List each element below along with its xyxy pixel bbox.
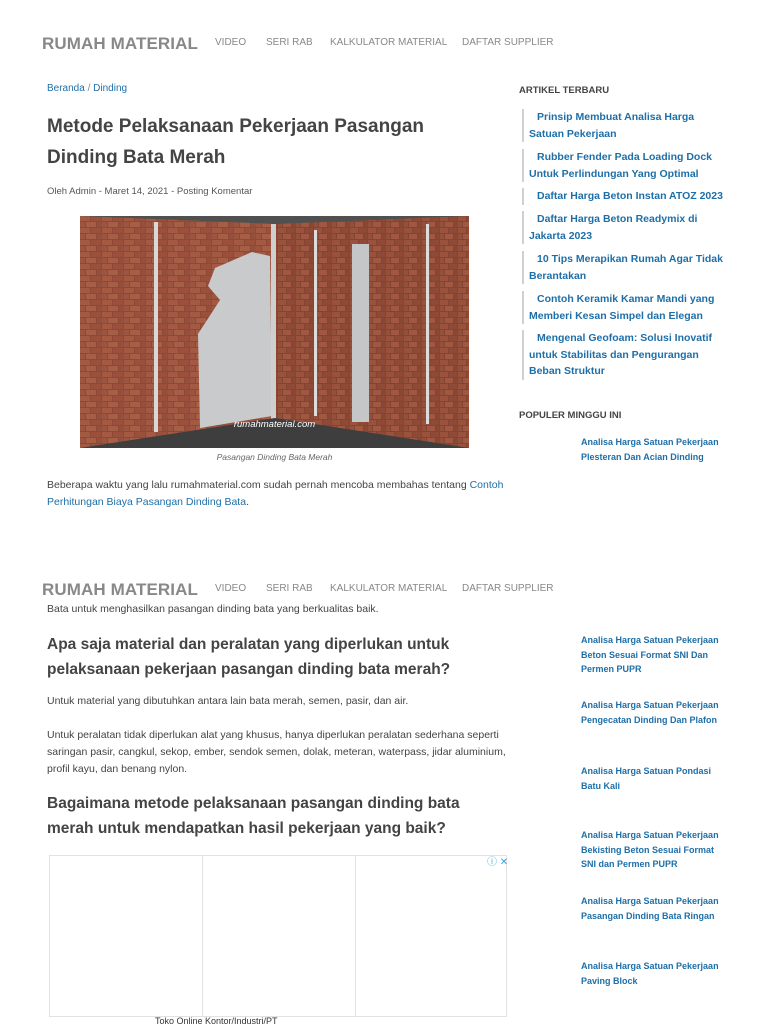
brick-wall-illustration bbox=[80, 216, 469, 448]
sidebar-popular-item[interactable]: Analisa Harga Satuan Pekerjaan Paving Block bbox=[581, 961, 719, 986]
ad-divider bbox=[202, 856, 203, 1016]
sidebar-recent-label[interactable]: Daftar Harga Beton Readymix di Jakarta 2023 bbox=[529, 213, 698, 242]
nav-item-kalkulator-material[interactable]: KALKULATOR MATERIAL bbox=[330, 37, 448, 48]
tools-paragraph: Untuk peralatan tidak diperlukan alat yang khusus, hanya diperlukan peralatan sederhana seperti saringan pasir, cangkul, sekop, ember, sendok semen, dolak, meteran, waterpass, jidar aluminium, profil kayu, dan benang nylon. bbox=[47, 729, 506, 775]
ad-label[interactable]: Toko Online Kontor/Industri/PT bbox=[155, 1016, 278, 1024]
nav-item-seri-rab[interactable]: SERI RAB bbox=[266, 37, 313, 48]
brand-logo[interactable]: RUMAH MATERIAL bbox=[42, 580, 198, 599]
sidebar-popular-item[interactable]: Analisa Harga Satuan Pekerjaan Beton Sesuai Format SNI Dan Permen PUPR bbox=[581, 635, 719, 674]
sidebar-recent-item[interactable] bbox=[522, 291, 727, 324]
sidebar-recent-item[interactable] bbox=[522, 188, 727, 205]
sidebar-recent-label[interactable]: 10 Tips Merapikan Rumah Agar Tidak Berantakan bbox=[529, 253, 723, 282]
continued-paragraph: Bata untuk menghasilkan pasangan dinding bata yang berkualitas baik. bbox=[47, 603, 379, 615]
image-caption: Pasangan Dinding Bata Merah bbox=[216, 452, 333, 462]
sidebar-recent-item[interactable] bbox=[522, 211, 727, 244]
sidebar-recent-heading: ARTIKEL TERBARU bbox=[519, 85, 610, 96]
sidebar-popular-item[interactable]: Analisa Harga Satuan Pekerjaan Bekisting Beton Sesuai Format SNI dan Permen PUPR bbox=[581, 830, 719, 869]
ad-banner[interactable] bbox=[49, 855, 507, 1017]
top-navbar bbox=[0, 0, 768, 60]
sidebar-recent-item[interactable] bbox=[522, 330, 727, 380]
nav-item-video[interactable]: VIDEO bbox=[215, 37, 247, 48]
sidebar-recent-label[interactable]: Mengenal Geofoam: Solusi Inovatif untuk Stabilitas dan Pengurangan Beban Struktur bbox=[529, 332, 713, 377]
breadcrumb bbox=[47, 83, 127, 94]
nav-item-daftar-supplier[interactable]: DAFTAR SUPPLIER bbox=[462, 37, 554, 48]
nav-item-video[interactable]: VIDEO bbox=[215, 583, 247, 594]
sidebar-popular-item[interactable]: Analisa Harga Satuan Pekerjaan Plesteran Dan Acian Dinding bbox=[581, 437, 719, 462]
sidebar-recent-item[interactable] bbox=[522, 251, 727, 284]
sidebar-popular-item[interactable]: Analisa Harga Satuan Pondasi Batu Kali bbox=[581, 766, 712, 791]
sticky-navbar bbox=[0, 546, 768, 600]
breadcrumb-home-link[interactable]: Beranda bbox=[47, 83, 85, 94]
intro-paragraph bbox=[47, 477, 507, 511]
sidebar-recent-label[interactable]: Rubber Fender Pada Loading Dock Untuk Perlindungan Yang Optimal bbox=[529, 151, 713, 180]
materials-paragraph: Untuk material yang dibutuhkan antara lain bata merah, semen, pasir, dan air. bbox=[47, 695, 409, 707]
breadcrumb-category-link[interactable]: Dinding bbox=[93, 83, 128, 94]
page-title: Metode Pelaksanaan Pekerjaan Pasangan Dinding Bata Merah bbox=[47, 116, 425, 168]
nav-item-kalkulator-material[interactable]: KALKULATOR MATERIAL bbox=[330, 583, 448, 594]
nav-item-daftar-supplier[interactable]: DAFTAR SUPPLIER bbox=[462, 583, 554, 594]
sidebar-popular-item[interactable]: Analisa Harga Satuan Pekerjaan Pasangan Dinding Bata Ringan bbox=[581, 896, 719, 921]
ad-divider bbox=[355, 856, 356, 1016]
breadcrumb-separator: / bbox=[84, 83, 94, 94]
sidebar-recent-label[interactable]: Prinsip Membuat Analisa Harga Satuan Pekerjaan bbox=[529, 111, 695, 140]
image-watermark: rumahmaterial.com bbox=[233, 419, 316, 430]
intro-text-end: . bbox=[246, 496, 249, 508]
section-heading-method: Bagaimana metode pelaksanaan pasangan dinding bata merah untuk mendapatkan hasil pekerjaan yang baik? bbox=[47, 795, 460, 837]
intro-related-link[interactable]: Contoh Perhitungan Biaya Pasangan Dinding Bata bbox=[47, 479, 504, 508]
article-hero-image bbox=[80, 216, 469, 448]
sidebar-recent-item[interactable] bbox=[522, 109, 727, 142]
sidebar-recent-label[interactable]: Contoh Keramik Kamar Mandi yang Memberi Kesan Simpel dan Elegan bbox=[529, 293, 715, 322]
ad-choices-icon[interactable]: ⓘ ✕ bbox=[487, 857, 509, 868]
sidebar-recent-label[interactable]: Daftar Harga Beton Instan ATOZ 2023 bbox=[537, 190, 723, 202]
brand-logo[interactable]: RUMAH MATERIAL bbox=[42, 34, 198, 53]
post-meta: Oleh Admin - Maret 14, 2021 - Posting Komentar bbox=[47, 186, 253, 197]
section-heading-materials: Apa saja material dan peralatan yang diperlukan untuk pelaksanaan pekerjaan pasangan dinding bata merah? bbox=[47, 636, 451, 678]
sidebar-popular-item[interactable]: Analisa Harga Satuan Pekerjaan Pengecatan Dinding Dan Plafon bbox=[581, 700, 719, 725]
nav-item-seri-rab[interactable]: SERI RAB bbox=[266, 583, 313, 594]
sidebar-recent-item[interactable] bbox=[522, 149, 727, 182]
intro-text: Beberapa waktu yang lalu rumahmaterial.com sudah pernah mencoba membahas tentang bbox=[47, 479, 470, 491]
sidebar-popular-heading: POPULER MINGGU INI bbox=[519, 410, 622, 421]
